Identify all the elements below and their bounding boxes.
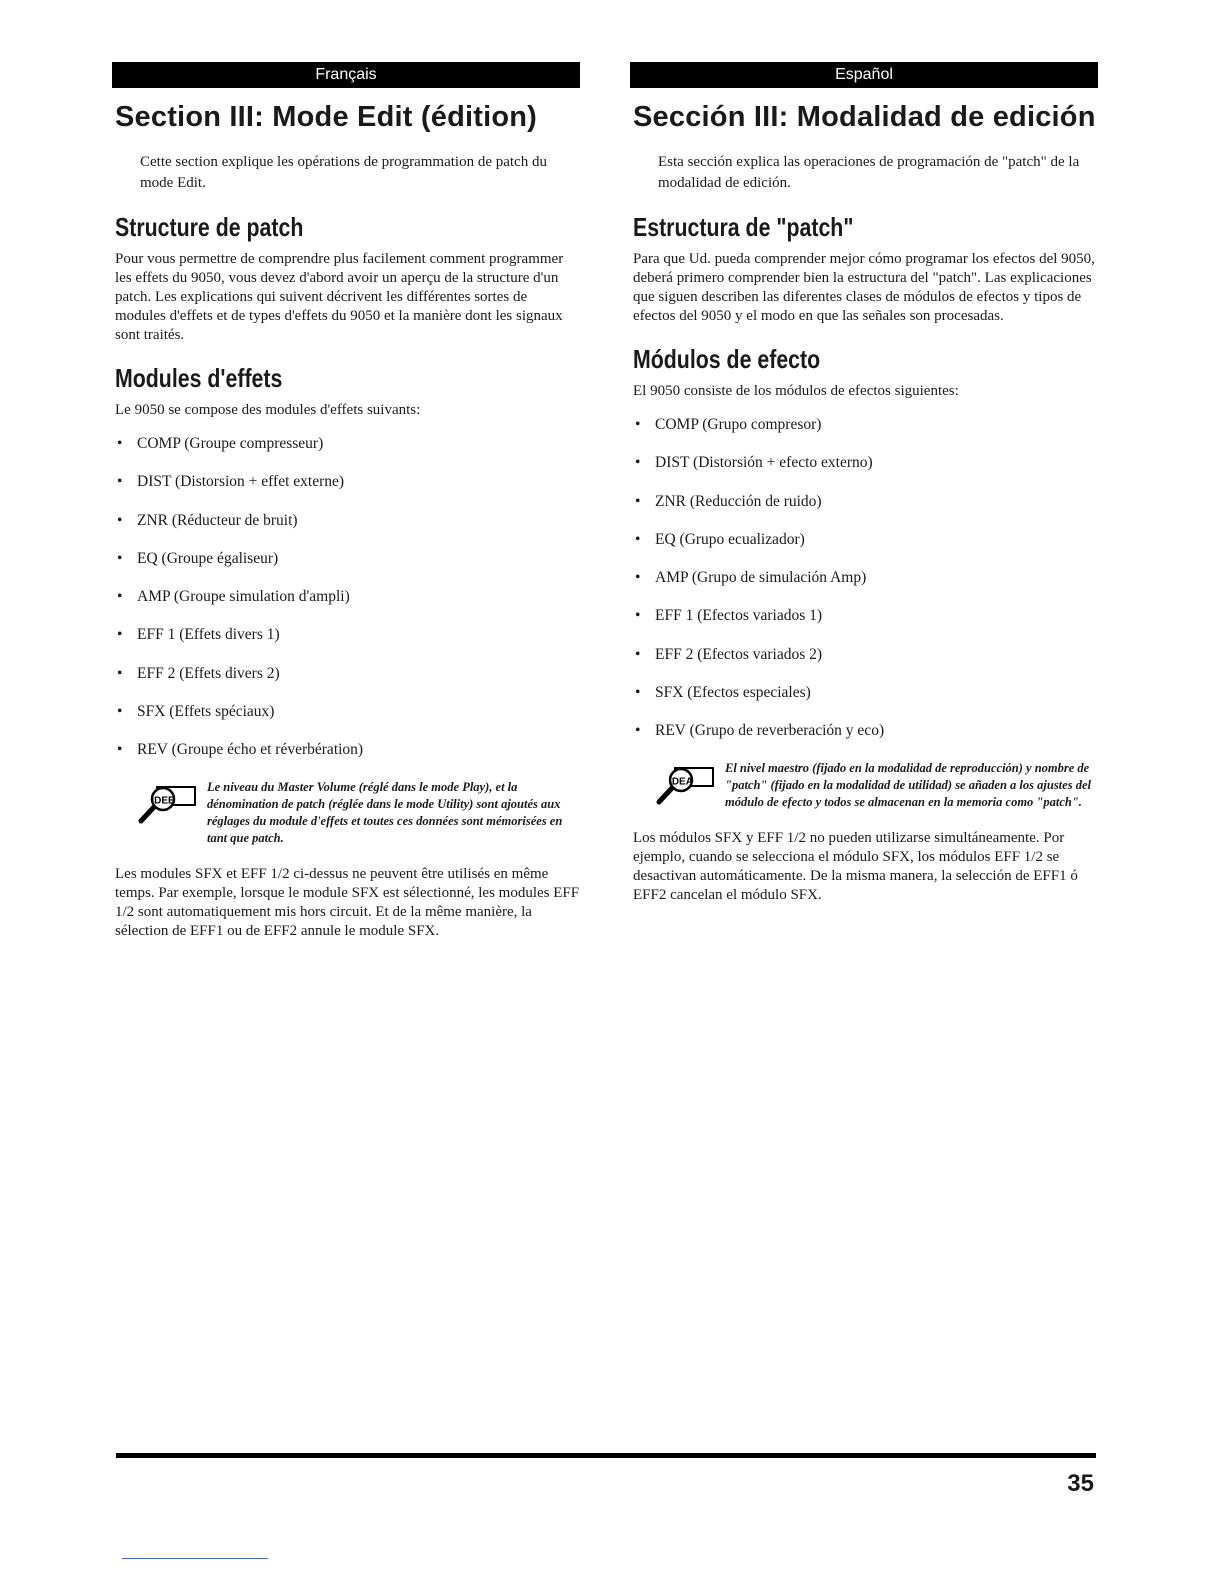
- idea-magnifier-icon: [655, 762, 717, 808]
- list-item: • ZNR (Reducción de ruido): [635, 492, 822, 510]
- page-number: 35: [1067, 1470, 1094, 1497]
- closing-text-french: Les modules SFX et EFF 1/2 ci-dessus ne peuvent être utilisés en même temps. Par exemple, lorsque le module SFX est sélectionné, les modules EFF 1/2 sont automatiquement mis hors circuit. Et de la même manière, la sélection de EFF1 ou de EFF2 annule le module SFX.: [115, 865, 580, 939]
- list-item: • EFF 2 (Efectos variados 2): [635, 645, 823, 663]
- structure-heading-french: Structure de patch: [115, 212, 304, 242]
- note-text-french: Le niveau du Master Volume (réglé dans le mode Play), et la dénomination de patch (réglée dans le mode Utility) sont ajoutés aux réglages du module d'effets et toutes ces données sont mémorisées en tant que patch.: [207, 779, 563, 845]
- footer-rule: [116, 1453, 1096, 1458]
- modules-heading-french: Modules d'effets: [115, 363, 283, 393]
- list-item: • COMP (Grupo compresor): [635, 416, 822, 433]
- list-item: • AMP (Groupe simulation d'ampli): [117, 588, 350, 606]
- list-item: • REV (Grupo de reverberación y eco): [635, 722, 885, 740]
- list-item: • AMP (Grupo de simulación Amp): [635, 569, 867, 587]
- list-item: • EFF 2 (Effets divers 2): [117, 664, 280, 682]
- section-intro-french: Cette section explique les opérations de programmation de patch du mode Edit.: [140, 154, 547, 191]
- language-banner-french: Français: [112, 62, 580, 88]
- modules-heading-spanish: Módulos de efecto: [633, 344, 821, 374]
- list-item: • DIST (Distorsión + efecto externo): [635, 454, 873, 472]
- note-text-spanish: El nivel maestro (fijado en la modalidad de reproducción) y nombre de "patch" (fijado en la modalidad de utilidad) se añaden a los ajustes del módulo de efecto y todos se almacenan en la memoria como "patch".: [725, 760, 1091, 809]
- list-item: • SFX (Effets spéciaux): [117, 703, 275, 721]
- scan-mark-line: [122, 1558, 268, 1559]
- section-title-french: Section III: Mode Edit (édition): [115, 101, 538, 133]
- note-french: [137, 779, 580, 847]
- section-intro-spanish: Esta sección explica las operaciones de programación de "patch" de la modalidad de edición.: [658, 154, 1080, 191]
- list-item: • EFF 1 (Effets divers 1): [117, 626, 280, 644]
- list-item: • REV (Groupe écho et réverbération): [117, 741, 364, 759]
- list-item: • DIST (Distorsion + effet externe): [117, 473, 345, 491]
- structure-text-spanish: Para que Ud. pueda comprender mejor cómo programar los efectos del 9050, deberá primero comprender bien la estructura del "patch". Las explicaciones que siguen describen las diferentes clases de módulos de efectos y tipos de efectos del 9050 y el modo en que las señales son procesadas.: [633, 251, 1095, 324]
- note-spanish: [655, 760, 1098, 811]
- modules-intro-spanish: El 9050 consiste de los módulos de efectos siguientes:: [633, 383, 959, 399]
- list-item: • EQ (Groupe égaliseur): [117, 549, 279, 567]
- structure-heading-spanish: Estructura de "patch": [633, 212, 854, 242]
- list-item: • COMP (Groupe compresseur): [117, 435, 324, 452]
- modules-intro-french: Le 9050 se compose des modules d'effets suivants:: [115, 402, 421, 418]
- list-item: • SFX (Efectos especiales): [635, 684, 811, 702]
- french-column: [112, 62, 580, 941]
- section-title-spanish: Sección III: Modalidad de edición: [633, 101, 1096, 133]
- svg-text:IDEA: IDEA: [669, 776, 693, 788]
- language-banner-spanish: Español: [630, 62, 1098, 88]
- spanish-column: [630, 62, 1098, 905]
- list-item: • EQ (Grupo ecualizador): [635, 530, 805, 548]
- module-list-french: [115, 434, 580, 779]
- structure-text-french: Pour vous permettre de comprendre plus facilement comment programmer les effets du 9050, vous devez d'abord avoir un aperçu de la structure d'un patch. Les explications qui suivent décrivent les différentes sortes de modules d'effets et de types d'effets du 9050 et la manière dont les signaux sont traités.: [115, 251, 564, 343]
- closing-text-spanish: Los módulos SFX y EFF 1/2 no pueden utilizarse simultáneamente. Por ejemplo, cuando se selecciona el módulo SFX, los módulos EFF 1/2 se desactivan automáticamente. De la misma manera, la selección de EFF1 ó EFF2 cancelan el módulo SFX.: [633, 829, 1078, 903]
- module-list-spanish: [633, 415, 1098, 760]
- svg-text:IDEE: IDEE: [151, 795, 175, 807]
- idea-magnifier-icon: [137, 781, 199, 827]
- list-item: • EFF 1 (Efectos variados 1): [635, 607, 823, 625]
- list-item: • ZNR (Réducteur de bruit): [117, 511, 298, 529]
